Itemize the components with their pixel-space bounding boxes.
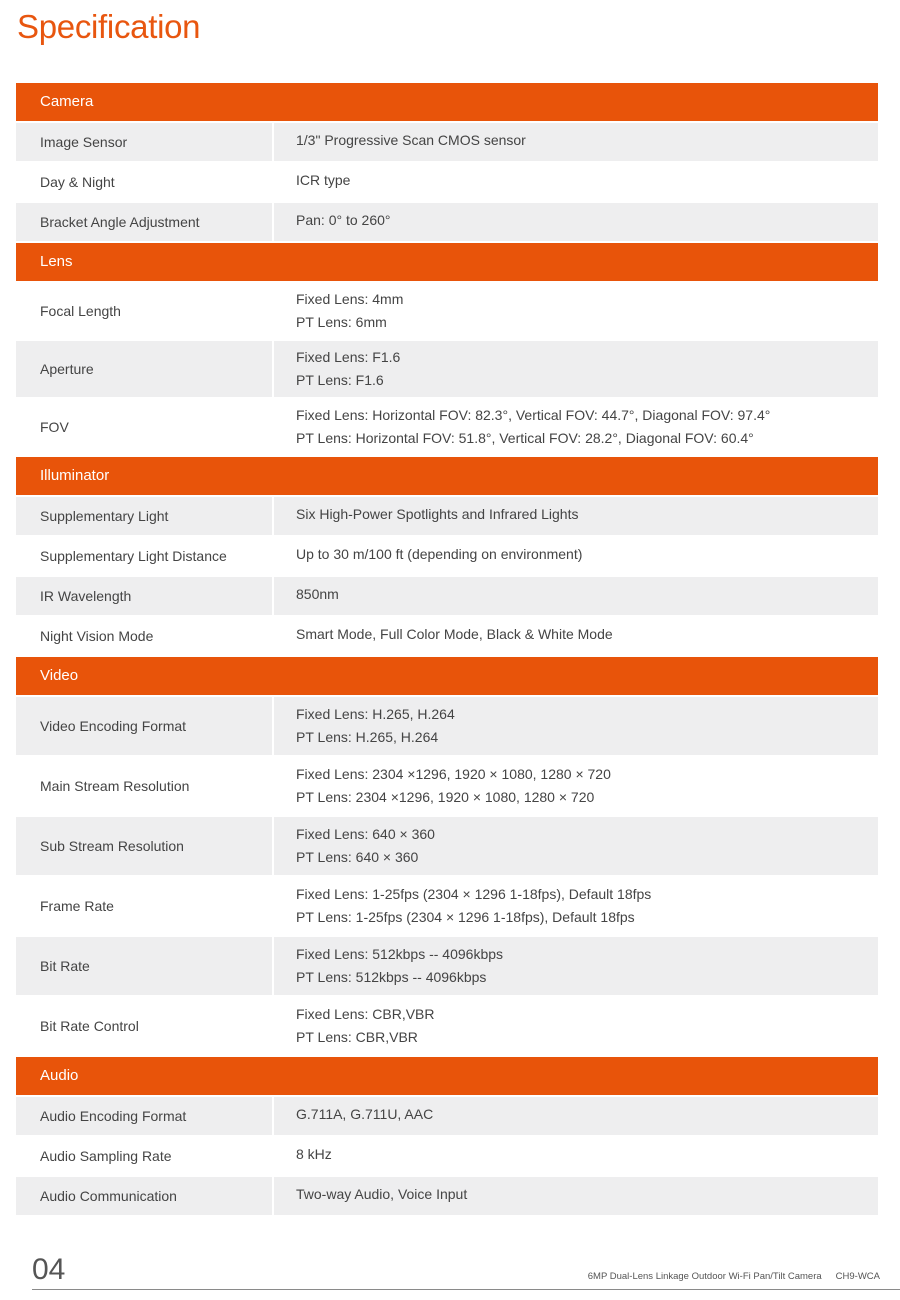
spec-row [16,697,878,755]
spec-value-line: Fixed Lens: 2304 ×1296, 1920 × 1080, 1280 × 720 [296,766,611,782]
spec-row [16,341,878,397]
spec-value-line: Pan: 0° to 260° [296,212,391,228]
spec-label: Bit Rate Control [16,997,274,1055]
spec-value-line: Fixed Lens: 4mm [296,291,404,307]
spec-value [274,697,878,755]
spec-value [274,497,878,535]
page-number: 04 [32,1253,66,1286]
spec-value [274,399,878,455]
spec-value [274,123,878,161]
spec-value [274,341,878,397]
spec-label: Aperture [16,341,274,397]
spec-row [16,1137,878,1175]
section-header-illuminator: Illuminator [16,457,878,495]
spec-value-line: 8 kHz [296,1146,332,1162]
spec-value-line: PT Lens: CBR,VBR [296,1029,418,1045]
spec-value [274,203,878,241]
spec-value-line: Fixed Lens: 1-25fps (2304 × 1296 1-18fps), Default 18fps [296,886,652,902]
spec-value-line: PT Lens: 2304 ×1296, 1920 × 1080, 1280 × 720 [296,789,595,805]
spec-value-line: Fixed Lens: H.265, H.264 [296,706,455,722]
spec-label: IR Wavelength [16,577,274,615]
spec-row [16,1177,878,1215]
spec-value [274,877,878,935]
spec-row [16,937,878,995]
spec-label: Day & Night [16,163,274,201]
spec-label: FOV [16,399,274,455]
spec-label: Video Encoding Format [16,697,274,755]
spec-label: Focal Length [16,283,274,339]
spec-value-line: PT Lens: F1.6 [296,372,384,388]
spec-label: Supplementary Light [16,497,274,535]
spec-label: Frame Rate [16,877,274,935]
section-header-audio: Audio [16,1057,878,1095]
spec-value [274,997,878,1055]
spec-value [274,1137,878,1175]
spec-label: Audio Sampling Rate [16,1137,274,1175]
spec-value [274,617,878,655]
spec-value-line: PT Lens: 512kbps -- 4096kbps [296,969,487,985]
spec-value-line: Fixed Lens: F1.6 [296,349,401,365]
spec-value-line: ICR type [296,172,351,188]
spec-row [16,617,878,655]
spec-value-line: Six High-Power Spotlights and Infrared Lights [296,506,579,522]
spec-value [274,577,878,615]
spec-label: Image Sensor [16,123,274,161]
spec-row [16,283,878,339]
section-header-camera: Camera [16,83,878,121]
spec-row [16,537,878,575]
spec-row [16,997,878,1055]
spec-row [16,163,878,201]
spec-row [16,203,878,241]
model-number: CH9-WCA [835,1271,880,1282]
spec-label: Audio Encoding Format [16,1097,274,1135]
spec-value [274,163,878,201]
spec-value-line: G.711A, G.711U, AAC [296,1106,434,1122]
spec-value-line: Smart Mode, Full Color Mode, Black & White Mode [296,626,613,642]
spec-value [274,937,878,995]
spec-value-line: PT Lens: Horizontal FOV: 51.8°, Vertical FOV: 28.2°, Diagonal FOV: 60.4° [296,430,754,446]
spec-label: Sub Stream Resolution [16,817,274,875]
section-header-video: Video [16,657,878,695]
footer-divider [32,1289,900,1290]
spec-row [16,817,878,875]
spec-value-line: 850nm [296,586,339,602]
spec-value-line: Fixed Lens: Horizontal FOV: 82.3°, Vertical FOV: 44.7°, Diagonal FOV: 97.4° [296,407,771,423]
product-name: 6MP Dual-Lens Linkage Outdoor Wi-Fi Pan/Tilt Camera [587,1271,822,1282]
spec-value-line: Two-way Audio, Voice Input [296,1186,468,1202]
page-title: Specification [17,8,201,45]
spec-row [16,497,878,535]
spec-value-line: PT Lens: 640 × 360 [296,849,419,865]
spec-value-line: Fixed Lens: CBR,VBR [296,1006,435,1022]
spec-value [274,1177,878,1215]
footer-caption [588,1271,880,1282]
spec-value-line: PT Lens: 6mm [296,314,387,330]
spec-label: Night Vision Mode [16,617,274,655]
spec-value [274,817,878,875]
spec-row [16,399,878,455]
spec-row [16,877,878,935]
spec-value-line: PT Lens: 1-25fps (2304 × 1296 1-18fps), Default 18fps [296,909,635,925]
spec-value-line: PT Lens: H.265, H.264 [296,729,439,745]
spec-value-line: Fixed Lens: 640 × 360 [296,826,435,842]
section-header-lens: Lens [16,243,878,281]
spec-label: Bit Rate [16,937,274,995]
spec-value-line: Up to 30 m/100 ft (depending on environment) [296,546,583,562]
spec-label: Supplementary Light Distance [16,537,274,575]
spec-label: Main Stream Resolution [16,757,274,815]
spec-row [16,757,878,815]
spec-row [16,123,878,161]
spec-value [274,537,878,575]
spec-label: Audio Communication [16,1177,274,1215]
spec-value [274,283,878,339]
spec-value [274,757,878,815]
spec-table [16,83,878,1217]
spec-value [274,1097,878,1135]
spec-value-line: 1/3" Progressive Scan CMOS sensor [296,132,526,148]
spec-row [16,1097,878,1135]
spec-row [16,577,878,615]
spec-value-line: Fixed Lens: 512kbps -- 4096kbps [296,946,504,962]
spec-label: Bracket Angle Adjustment [16,203,274,241]
